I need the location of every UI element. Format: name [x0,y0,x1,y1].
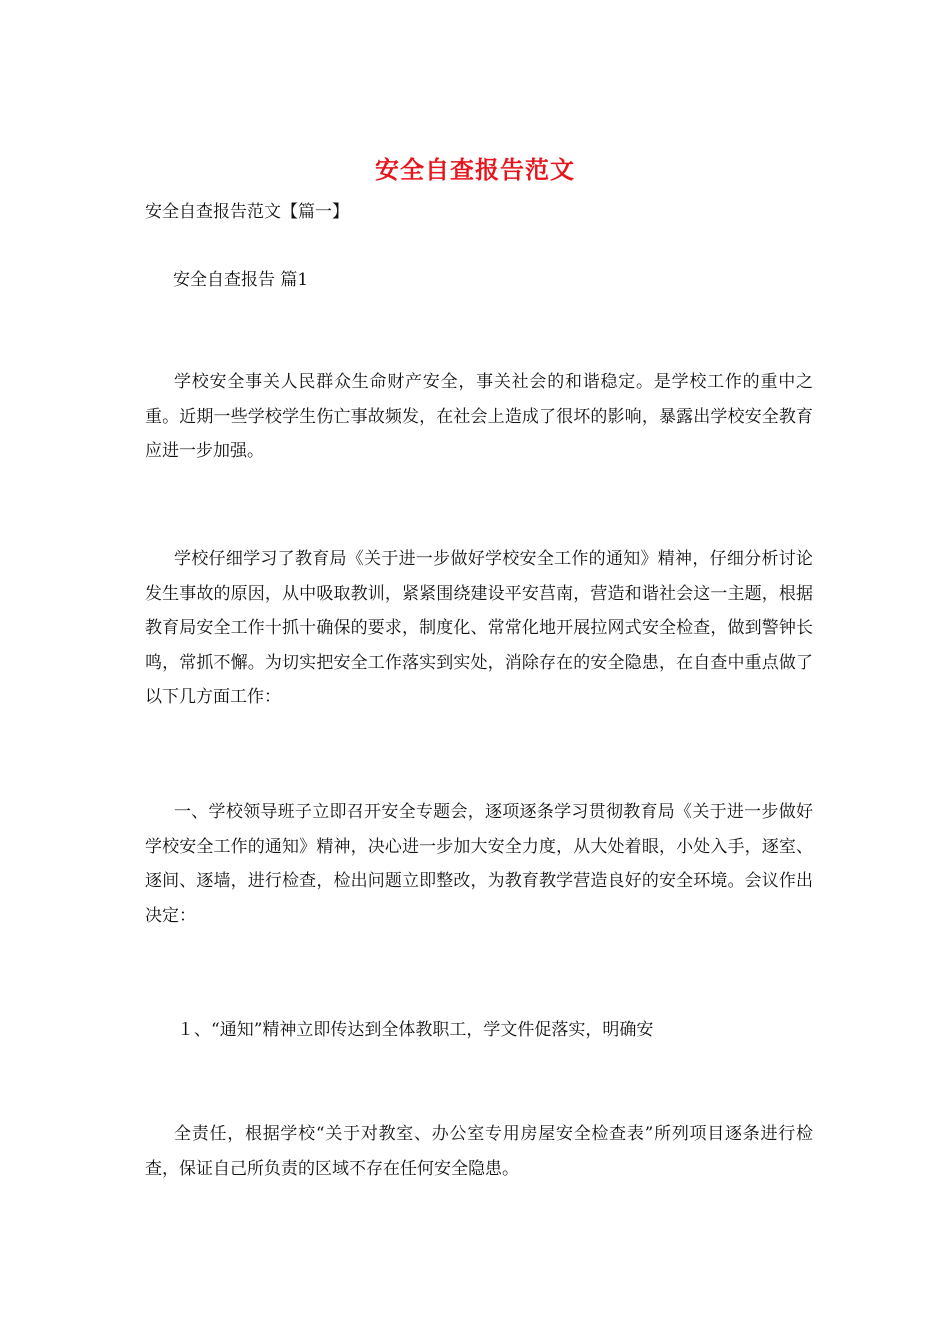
paragraph: １、“通知”精神立即传达到全体教职工，学文件促落实，明确安 [177,1020,654,1040]
paragraph: 学校安全事关人民群众生命财产安全，事关社会的和谐稳定。是学校工作的重中之重。近期一些学校学生伤亡事故频发，在社会上造成了很坏的影响，暴露出学校安全教育应进一步加强。 [145,372,813,461]
section-heading: 安全自查报告 篇1 [173,270,309,290]
paragraph: 一、学校领导班子立即召开安全专题会，逐项逐条学习贯彻教育局《关于进一步做好学校安全工作的通知》精神，决心进一步加大安全力度，从大处着眼，小处入手，逐室、逐间、逐墙，进行检查，检出问题立即整改，为教育教学营造良好的安全环境。会议作出决定： [145,802,813,926]
document-title: 安全自查报告范文 [375,155,575,184]
paragraph: 学校仔细学习了教育局《关于进一步做好学校安全工作的通知》精神，仔细分析讨论发生事故的原因，从中吸取教训，紧紧围绕建设平安莒南，营造和谐社会这一主题，根据教育局安全工作十抓十确保的要求，制度化、常常化地开展拉网式安全检查，做到警钟长鸣，常抓不懈。为切实把安全工作落实到实处，消除存在的安全隐患，在自查中重点做了以下几方面工作： [145,549,813,707]
paragraph: 全责任，根据学校“关于对教室、办公室专用房屋安全检查表”所列项目逐条进行检查，保证自己所负责的区域不存在任何安全隐患。 [145,1124,813,1179]
document-subtitle: 安全自查报告范文【篇一】 [145,202,349,222]
